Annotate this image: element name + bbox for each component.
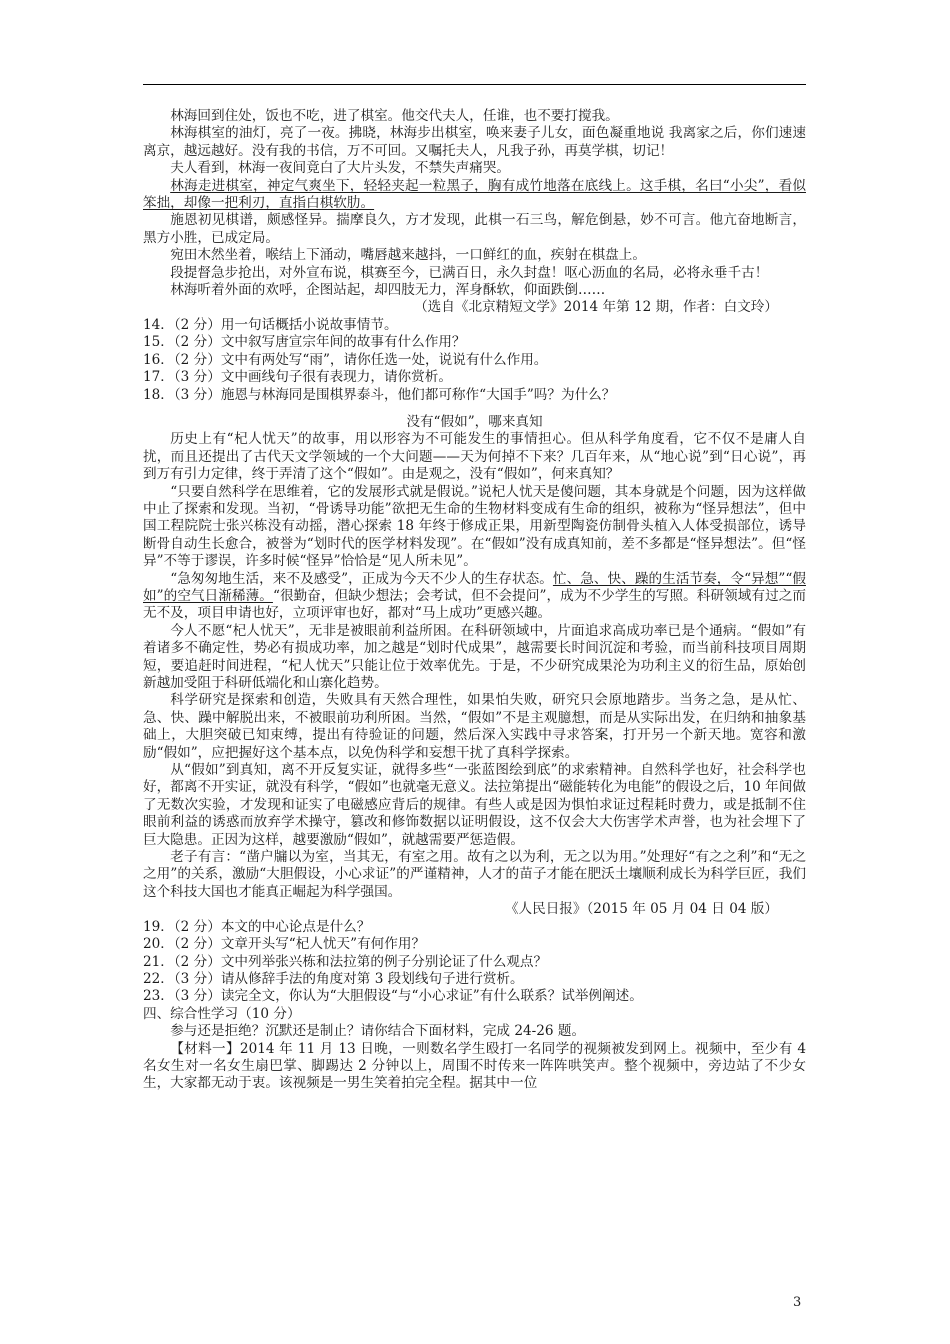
story-source: （选自《北京精短文学》2014 年第 12 期，作者：白文玲） [414,299,778,316]
question: 15．（2 分）文中叙写唐宣宗年间的故事有什么作用？ [143,334,466,351]
section-heading: 四、综合性学习（10 分） [143,1005,301,1022]
p3-underlined: 忙、急、快、躁的生活节奏，令“异想”“假如”的空气日渐稀薄。 [143,570,806,604]
header-rule [143,84,806,85]
essay-paragraph-4: 今人不愿“杞人忧天”，无非是被眼前利益所困。在科研领域中，片面追求高成功率已是个通病。“假如”有着诸多不确定性，势必有损成功率，加之越是“划时代成果”，越需要长时间沉淀和考验，而当前科技项目周期短，要追赶时间进程，“杞人忧天”只能让位于效率优先。于是，不少研究成果沦为功利主义的衍生品，原始创新越加受阻于科研低端化和山寨化趋势。 [143,622,806,691]
story-paragraph: 林海棋室的油灯，亮了一夜。拂晓，林海步出棋室，唤来妻子儿女，面色凝重地说 我离家之后，你们速速离京，越远越好。没有我的书信，万不可回。又嘱托夫人，凡我子孙，再莫学棋，切记！ [143,125,806,159]
essay-paragraph-3 [143,571,806,623]
essay-paragraph-2: “只要自然科学在思维着，它的发展形式就是假说。”说杞人忧天是傻问题，其本身就是个问题，因为这样做中止了探索和发现。当初，“骨诱导功能”欲把无生命的生物材料变成有生命的组织，被称为“怪异想法”，但中国工程院院士张兴栋没有动摇，潜心探索 18 年终于修成正果，用新型陶瓷仿制骨头植入人体受损部位，诱导断骨自动生长愈合，被誉为“划时代的医学材料发现”。在“假如”没有成真知前，差不多都是“怪异想法”。但“怪异”不等于谬误，许多时候“怪异”恰恰是“见人所未见”。 [143,483,806,570]
essay-paragraph-5: 科学研究是探索和创造，失败具有天然合理性，如果怕失败，研究只会原地踏步。当务之急，是从忙、急、快、躁中解脱出来，不被眼前功利所困。当然，“假如”不是主观臆想，而是从实际出发，在归纳和抽象基础上，大胆突破已知束缚，提出有待验证的问题，然后深入实践中寻求答案，打开另一个新天地。宽容和激励“假如”，应把握好这个基本点，以免伪科学和妄想干扰了真科学探索。 [143,692,806,761]
story-paragraph: 宛田木然坐着，喉结上下涌动，嘴唇越来越抖，一口鲜红的血，疾射在棋盘上。 [170,247,646,264]
section-intro: 参与还是拒绝？沉默还是制止？请你结合下面材料，完成 24-26 题。 [170,1023,586,1040]
story-paragraph: 林海听着外面的欢呼，企图站起，却四肢无力，浑身酥软，仰面跌倒…… [170,282,606,299]
p3-after: “很勤奋，但缺少想法；会考试，但不会提问”，成为不少学生的写照。科研领域有过之而无不及，项目申请也好，立项评审也好，都对“马上成功”更感兴趣。 [143,587,806,622]
question: 18．（3 分）施恩与林海同是围棋界泰斗，他们都可称作“大国手”吗？为什么？ [143,386,616,403]
question: 22．（3 分）请从修辞手法的角度对第 3 段划线句子进行赏析。 [143,970,524,987]
question: 14．（2 分）用一句话概括小说故事情节。 [143,316,398,333]
question: 19．（2 分）本文的中心论点是什么？ [143,918,371,935]
story-paragraph: 施恩初见棋谱，颇感怪异。揣摩良久，方才发现，此棋一石三鸟，解危倒悬，妙不可言。他亢奋地断言，黑方小胜，已成定局。 [143,212,806,246]
story-underlined-paragraph [143,178,806,213]
essay-paragraph-1: 历史上有“杞人忧天”的故事，用以形容为不可能发生的事情担心。但从科学角度看，它不仅不是庸人自扰，而且还提出了古代天文学领域的一个大问题——天为何掉不下来？几百年来，从“地心说”到“日心说”，再到万有引力定律，终于弄清了这个“假如”。由是观之，没有“假如”，何来真知？ [143,431,806,483]
underlined-sentence: 林海走进棋室，神定气爽坐下，轻轻夹起一粒黑子，胸有成竹地落在底线上。这手棋，名曰“小尖”，看似笨拙，却像一把利刃，直指白棋软肋。 [143,177,806,212]
essay-paragraph-7: 老子有言：“凿户牖以为室，当其无，有室之用。故有之以为利，无之以为用。”处理好“有之之利”和“无之之用”的关系，激励“大胆假设，小心求证”的严谨精神，人才的苗子才能在肥沃土壤顺利成长为科学巨匠，我们这个科技大国也才能真正崛起为科学强国。 [143,849,806,900]
story-paragraph: 夫人看到，林海一夜间竟白了大片头发，不禁失声痛哭。 [170,160,511,177]
story-paragraph: 林海回到住处，饭也不吃，进了棋室。他交代夫人，任谁，也不要打搅我。 [170,108,619,124]
question: 21．（2 分）文中列举张兴栋和法拉第的例子分别论证了什么观点？ [143,953,548,970]
material-1: 【材料一】2014 年 11 月 13 日晚，一则数名学生殴打一名同学的视频被发到网上。视频中，至少有 4 名女生对一名女生扇巴掌、脚踢达 2 分钟以上，周围不时传来一阵阵哄笑声。整个视频中，旁边站了不少女生，大家都无动于衷。该视频是一男生笑着拍完全程。据其中一位 [143,1040,806,1092]
question: 23．（3 分）读完全文，你认为“大胆假设“与“小心求证”有什么联系？试举例阐述。 [143,988,643,1005]
page-number: 3 [793,1295,802,1310]
story-paragraph: 段提督急步抢出，对外宣布说，棋赛至今，已满百日，永久封盘！呕心沥血的名局，必将永垂千古！ [170,264,769,281]
essay-source: 《人民日报》（2015 年 05 月 04 日 04 版） [504,901,778,918]
question: 20．（2 分）文章开头写“杞人忧天”有何作用？ [143,936,426,953]
p3-before: “急匆匆地生活，来不及感受”，正成为今天不少人的生存状态。 [170,570,553,587]
question: 16．（2 分）文中有两处写“雨”，请你任选一处，说说有什么作用。 [143,351,548,368]
question: 17．（3 分）文中画线句子很有表现力，请你赏析。 [143,369,452,386]
essay-paragraph-6: 从“假如”到真知，离不开反复实证，就得多些“一张蓝图绘到底”的求索精神。自然科学也好，社会科学也好，都离不开实证，就没有科学，“假如”也就毫无意义。法拉第提出“磁能转化为电能”的假设之后，10 年间做了无数次实验，才发现和证实了电磁感应背后的规律。有些人或是因为惧怕求证过程耗时费力，或是抵制不住眼前利益的诱惑而放弃学术操守，篡改和修饰数据以证明假设，这不仅会大大伤害学术声誉，也为社会埋下了巨大隐患。正因为这样，越要激励“假如”，就越需要严惩造假。 [143,762,806,848]
page-content [143,108,806,1093]
essay-title: 没有“假如”，哪来真知 [406,413,543,430]
